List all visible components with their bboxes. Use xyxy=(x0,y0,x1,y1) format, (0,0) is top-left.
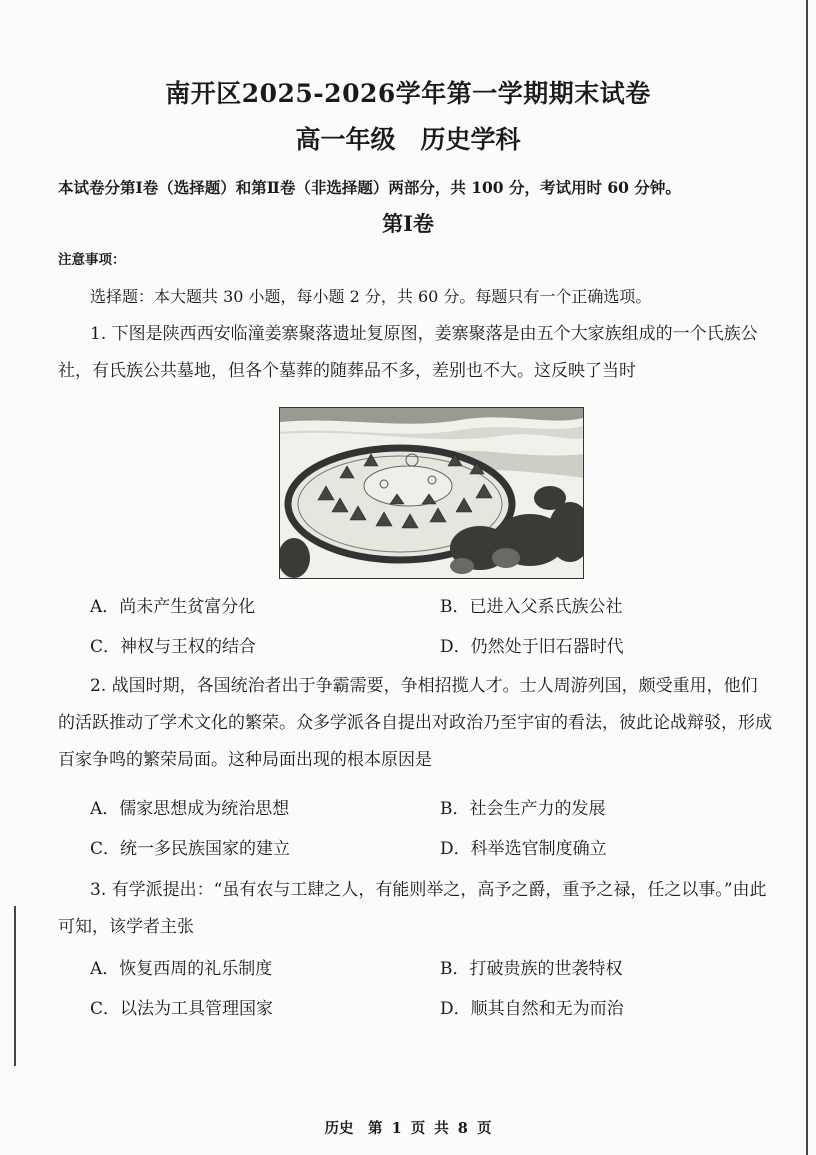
question-2-option-b[interactable]: B．社会生产力的发展 xyxy=(440,799,606,819)
page-footer: 历史 第 1 页 共 8 页 xyxy=(324,1120,492,1137)
question-1-option-b[interactable]: B．已进入父系氏族公社 xyxy=(440,597,623,617)
question-1-option-d[interactable]: D．仍然处于旧石器时代 xyxy=(440,637,624,657)
scan-mark xyxy=(14,906,16,1066)
settlement-drawing xyxy=(280,408,583,578)
question-3-option-c[interactable]: C．以法为工具管理国家 xyxy=(90,999,274,1019)
question-2-option-a[interactable]: A．儒家思想成为统治思想 xyxy=(90,799,290,819)
volume-heading: 第Ⅰ卷 xyxy=(382,211,434,236)
page-edge-line xyxy=(806,0,808,1155)
exam-subtitle: 高一年级 历史学科 xyxy=(295,125,521,154)
question-2-option-c[interactable]: C．统一多民族国家的建立 xyxy=(90,839,291,859)
question-3-option-d[interactable]: D．顺其自然和无为而治 xyxy=(440,999,624,1019)
question-3-option-a[interactable]: A．恢复西周的礼乐制度 xyxy=(90,959,273,979)
jiangzhai-settlement-illustration xyxy=(279,407,584,579)
question-1-stem: 1. 下图是陕西西安临潼姜寨聚落遗址复原图，姜寨聚落是由五个大家族组成的一个氏族公社，有氏族公共墓地，但各个墓葬的随葬品不多，差别也不大。这反映了当时 xyxy=(58,324,758,381)
question-1-option-c[interactable]: C．神权与王权的结合 xyxy=(90,637,257,657)
instructions: 选择题：本大题共 30 小题，每小题 2 分，共 60 分。每题只有一个正确选项。 xyxy=(90,287,652,306)
question-3-stem: 3. 有学派提出：“虽有农与工肆之人，有能则举之，高予之爵，重予之禄，任之以事。”由此可知，该学者主张 xyxy=(58,880,767,937)
question-2-option-d[interactable]: D．科举选官制度确立 xyxy=(440,839,607,859)
question-3-option-b[interactable]: B．打破贵族的世袭特权 xyxy=(440,959,623,979)
exam-title: 南开区2025-2026学年第一学期期末试卷 xyxy=(165,79,651,108)
notes-heading: 注意事项： xyxy=(58,252,126,268)
question-2-stem: 2. 战国时期，各国统治者出于争霸需要，争相招揽人才。士人周游列国，颇受重用，他们的活跃推动了学术文化的繁荣。众多学派各自提出对政治乃至宇宙的看法，彼此论战辩驳，形成百家争鸣的繁荣局面。这种局面出现的根本原因是 xyxy=(58,676,772,770)
question-1-option-a[interactable]: A．尚未产生贫富分化 xyxy=(90,597,256,617)
exam-intro: 本试卷分第Ⅰ卷（选择题）和第Ⅱ卷（非选择题）两部分，共 100 分，考试用时 60 分钟。 xyxy=(58,178,681,197)
